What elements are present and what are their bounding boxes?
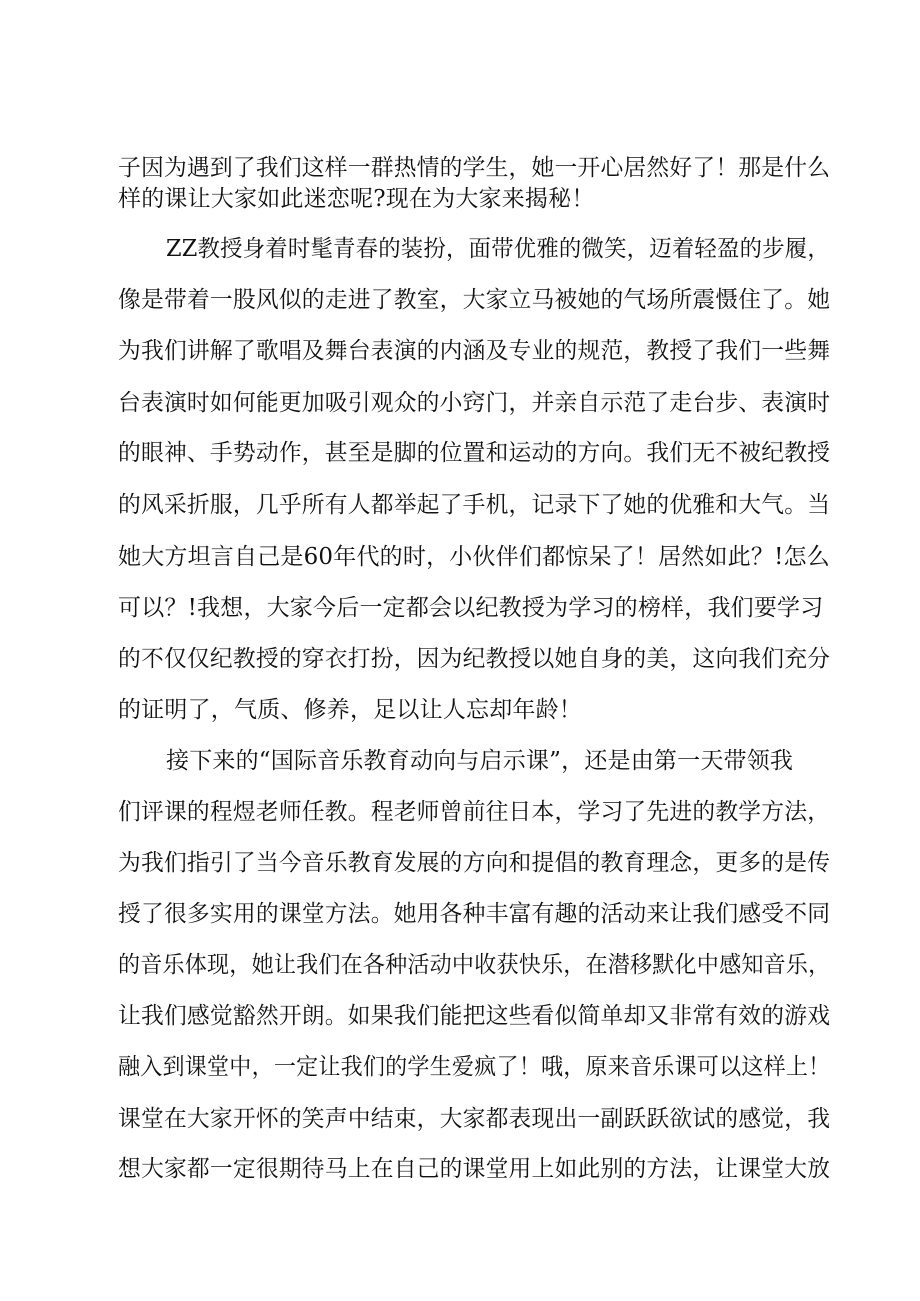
text-line: 的证明了，气质、修养，足以让人忘却年龄！: [118, 697, 582, 723]
text-line: 课堂在大家开怀的笑声中结束，大家都表现出一副跃跃欲试的感觉，我: [118, 1106, 831, 1132]
text-line: 可以？!我想，大家今后一定都会以纪教授为学习的榜样，我们要学习: [118, 595, 824, 621]
text-line: 的不仅仅纪教授的穿衣打扮，因为纪教授以她自身的美，这向我们充分: [118, 646, 831, 672]
paragraph-start-line: ZZ教授身着时髦青春的装扮，面带优雅的微笑，迈着轻盈的步履，: [166, 236, 830, 262]
text-line: 为我们讲解了歌唱及舞台表演的内涵及专业的规范，教授了我们一些舞: [118, 338, 831, 364]
text-line: 像是带着一股风似的走进了教室，大家立马被她的气场所震慑住了。她: [118, 287, 831, 313]
text-line: 的音乐体现，她让我们在各种活动中收获快乐，在潜移默化中感知音乐，: [118, 952, 831, 978]
text-line: 的风采折服，几乎所有人都举起了手机，记录下了她的优雅和大气。当: [118, 492, 831, 518]
text-line: 想大家都一定很期待马上在自己的课堂用上如此别的方法，让课堂大放: [118, 1156, 831, 1182]
text-line: 为我们指引了当今音乐教育发展的方向和提倡的教育理念，更多的是传: [118, 850, 831, 876]
text-line: 样的课让大家如此迷恋呢?现在为大家来揭秘！: [118, 186, 595, 212]
text-line: 的眼神、手势动作，甚至是脚的位置和运动的方向。我们无不被纪教授: [118, 440, 831, 466]
text-line: 子因为遇到了我们这样一群热情的学生，她一开心居然好了！那是什么: [118, 155, 831, 181]
text-line: 们评课的程煜老师任教。程老师曾前往日本，学习了先进的教学方法，: [118, 799, 831, 825]
text-line: 融入到课堂中，一定让我们的学生爱疯了！哦，原来音乐课可以这样上！: [118, 1054, 831, 1080]
text-line: 授了很多实用的课堂方法。她用各种丰富有趣的活动来让我们感受不同: [118, 901, 831, 927]
paragraph-start-line: 接下来的“国际音乐教育动向与启示课”，还是由第一天带领我: [166, 748, 794, 774]
text-line: 让我们感觉豁然开朗。如果我们能把这些看似简单却又非常有效的游戏: [118, 1003, 831, 1029]
text-line: 她大方坦言自己是60年代的时，小伙伴们都惊呆了！居然如此？!怎么: [118, 544, 830, 570]
text-line: 台表演时如何能更加吸引观众的小窍门，并亲自示范了走台步、表演时: [118, 390, 831, 416]
